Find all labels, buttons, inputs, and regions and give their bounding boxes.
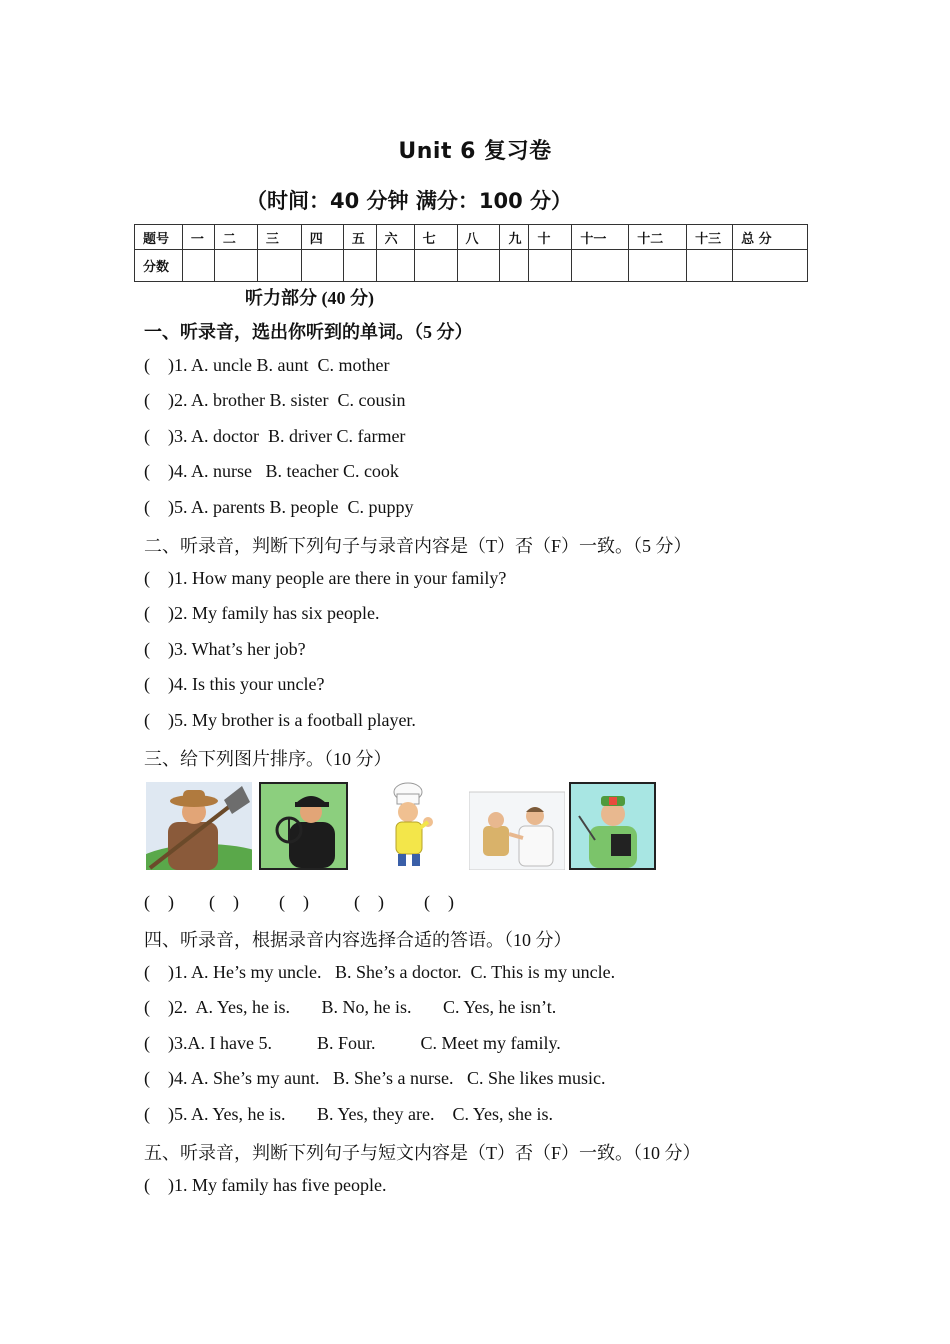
question-item: ( )5. My brother is a football player.	[144, 710, 416, 730]
score-cell[interactable]	[687, 250, 733, 282]
picture-blank[interactable]: ( )	[279, 892, 309, 912]
score-header-cell: 三	[257, 225, 301, 250]
listening-section-label: 听力部分 (40 分)	[245, 288, 374, 308]
score-cell[interactable]	[414, 250, 457, 282]
score-cell[interactable]	[343, 250, 376, 282]
driver-picture	[259, 782, 348, 870]
question-item: ( )2. A. brother B. sister C. cousin	[144, 390, 406, 410]
score-header-cell: 十二	[629, 225, 687, 250]
page-title: Unit 6 复习卷	[398, 139, 552, 164]
score-header-cell: 五	[343, 225, 376, 250]
score-header-cell: 九	[500, 225, 529, 250]
farmer-picture	[146, 782, 252, 870]
picture-blank[interactable]: ( )	[144, 892, 174, 912]
nurse-picture	[569, 782, 656, 870]
question-item: ( )5. A. parents B. people C. puppy	[144, 497, 414, 517]
score-header-cell: 六	[376, 225, 414, 250]
question-item: ( )2. My family has six people.	[144, 603, 380, 623]
section-1-heading: 一、听录音，选出你听到的单词。（5 分）	[144, 322, 473, 342]
score-cell[interactable]	[572, 250, 629, 282]
score-cell[interactable]	[733, 250, 808, 282]
question-item: ( )1. My family has five people.	[144, 1175, 387, 1195]
picture-blank[interactable]: ( )	[209, 892, 239, 912]
score-header-cell: 十三	[687, 225, 733, 250]
doctor-picture	[469, 782, 565, 870]
question-item: ( )5. A. Yes, he is. B. Yes, they are. C. Yes, she is.	[144, 1104, 554, 1124]
score-table-header-row	[135, 225, 808, 250]
score-header-cell: 题号	[135, 225, 183, 250]
page-subtitle: （时间：40 分钟 满分：100 分）	[246, 189, 572, 213]
score-cell[interactable]	[529, 250, 572, 282]
score-header-cell: 总 分	[733, 225, 808, 250]
score-header-cell: 四	[301, 225, 343, 250]
score-cell[interactable]	[376, 250, 414, 282]
score-cell[interactable]	[182, 250, 214, 282]
score-cell[interactable]	[301, 250, 343, 282]
section-3-heading: 三、给下列图片排序。（10 分）	[144, 749, 392, 769]
score-cell[interactable]	[214, 250, 257, 282]
question-item: ( )1. A. uncle B. aunt C. mother	[144, 355, 390, 375]
score-header-cell: 十	[529, 225, 572, 250]
section-2-heading: 二、听录音，判断下列句子与录音内容是（T）否（F）一致。（5 分）	[144, 536, 692, 556]
score-table-score-row	[135, 250, 808, 282]
question-item: ( )2. A. Yes, he is. B. No, he is. C. Yes, he isn’t.	[144, 997, 557, 1017]
score-header-cell: 七	[414, 225, 457, 250]
question-item: ( )4. A. nurse B. teacher C. cook	[144, 461, 399, 481]
score-header-cell: 二	[214, 225, 257, 250]
section-4-heading: 四、听录音，根据录音内容选择合适的答语。（10 分）	[144, 930, 572, 950]
question-item: ( )3.A. I have 5. B. Four. C. Meet my family.	[144, 1033, 561, 1053]
score-header-cell: 一	[182, 225, 214, 250]
score-cell[interactable]	[500, 250, 529, 282]
score-cell[interactable]	[457, 250, 500, 282]
question-item: ( )4. Is this your uncle?	[144, 674, 325, 694]
question-item: ( )3. A. doctor B. driver C. farmer	[144, 426, 406, 446]
picture-blank[interactable]: ( )	[424, 892, 454, 912]
cook-picture	[380, 782, 440, 870]
question-item: ( )1. How many people are there in your family?	[144, 568, 507, 588]
score-row-label: 分数	[135, 250, 183, 282]
question-item: ( )4. A. She’s my aunt. B. She’s a nurse. C. She likes music.	[144, 1068, 606, 1088]
score-header-cell: 十一	[572, 225, 629, 250]
question-item: ( )3. What’s her job?	[144, 639, 306, 659]
score-cell[interactable]	[629, 250, 687, 282]
picture-blank[interactable]: ( )	[354, 892, 384, 912]
question-item: ( )1. A. He’s my uncle. B. She’s a doctor. C. This is my uncle.	[144, 962, 616, 982]
score-header-cell: 八	[457, 225, 500, 250]
score-cell[interactable]	[257, 250, 301, 282]
score-table	[134, 224, 808, 282]
section-5-heading: 五、听录音，判断下列句子与短文内容是（T）否（F）一致。（10 分）	[144, 1143, 701, 1163]
